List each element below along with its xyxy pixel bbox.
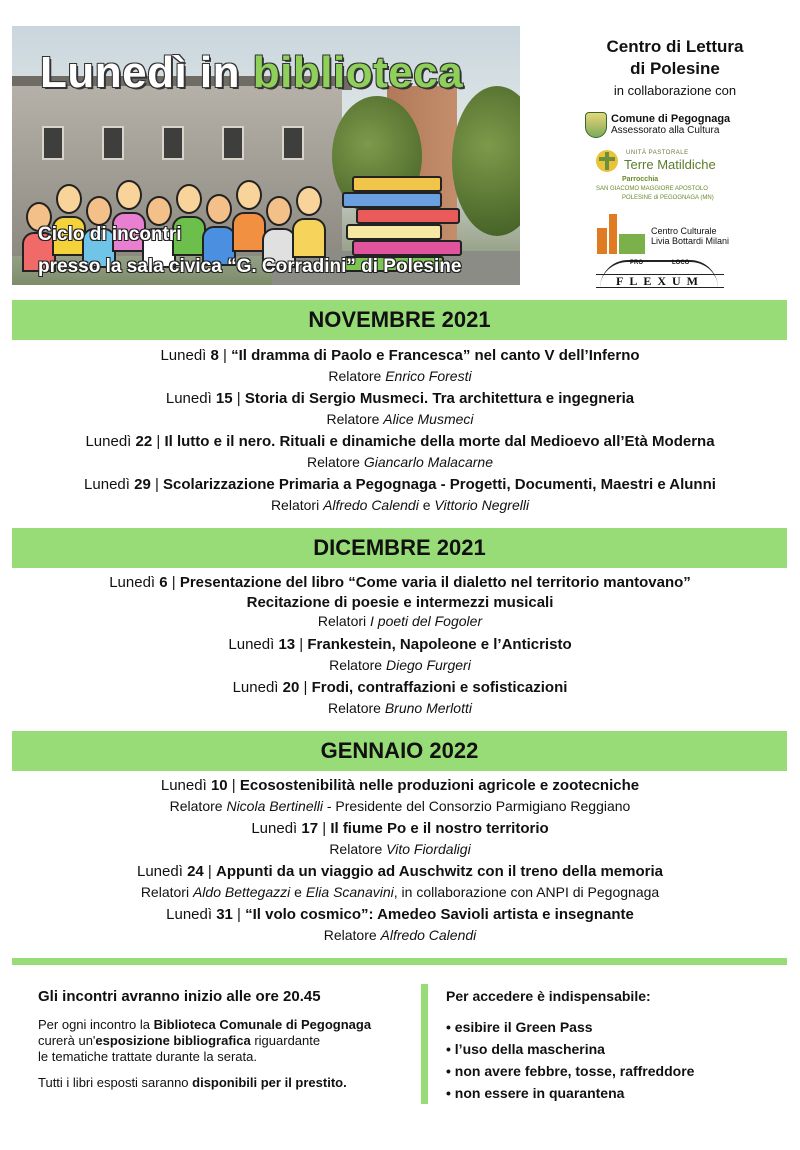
start-time: Gli incontri avranno inizio alle ore 20.45 (38, 988, 321, 1005)
window (102, 126, 124, 160)
event-title: Lunedì 8 | “Il dramma di Paolo e Francesca” nel canto V dell’Inferno (160, 347, 640, 364)
event-title: Lunedì 6 | Presentazione del libro “Come varia il dialetto nel territorio mantovano” (109, 574, 691, 591)
hero-image (12, 26, 520, 285)
event-speaker: Relatore Enrico Foresti (328, 368, 472, 384)
hero-title (40, 48, 463, 98)
proloco-pro: PRO (630, 260, 644, 266)
event-speaker: Relatori I poeti del Fogoler (317, 613, 483, 629)
event-title: Lunedì 20 | Frodi, contraffazioni e sofisticazioni (232, 679, 568, 696)
loan-text: Tutti i libri esposti saranno disponibili per il prestito. (38, 1075, 347, 1090)
partner-terre-matildiche (596, 146, 746, 206)
hero-title-part2: biblioteca (252, 48, 464, 97)
organizer-name-line1: Centro di Lettura (606, 37, 744, 56)
cc-line1: Centro Culturale (651, 226, 717, 236)
logo-bar (609, 214, 617, 254)
comune-dept: Assessorato alla Cultura (611, 125, 720, 136)
hero-subtitle-line2: presso la sala civica “G. Corradini” di Polesine (38, 256, 462, 277)
event-speaker: Relatore Alfredo Calendi (323, 927, 477, 943)
organizer-name-line2: di Polesine (630, 59, 720, 78)
event-title: Lunedì 15 | Storia di Sergio Musmeci. Tra architettura e ingegneria (165, 390, 635, 407)
hero-subtitle-line1: Ciclo di incontri (38, 224, 182, 245)
organizer-block (570, 36, 780, 98)
window (42, 126, 64, 160)
event-title: Lunedì 29 | Scolarizzazione Primaria a Pegognaga - Progetti, Documenti, Maestri e Alunni (84, 476, 716, 493)
event-speaker: Relatori Aldo Bettegazzi e Elia Scanavini, in collaborazione con ANPI di Pegognaga (140, 884, 660, 900)
partner-centro-culturale (597, 210, 747, 254)
event-speaker: Relatore Diego Furgeri (329, 657, 471, 673)
section-divider (12, 958, 787, 965)
window (222, 126, 244, 160)
list-item: • non avere febbre, tosse, raffreddore (446, 1060, 766, 1082)
month-header-gennaio: GENNAIO 2022 (12, 731, 787, 771)
partner-comune-pegognaga (585, 112, 730, 138)
collaboration-label: in collaborazione con (613, 83, 737, 98)
proloco-loco: LOCO (672, 260, 690, 266)
event-speaker: Relatore Bruno Merlotti (328, 700, 472, 716)
month-header-novembre: NOVEMBRE 2021 (12, 300, 787, 340)
tm-name: Terre Matildiche (624, 157, 716, 172)
access-requirements (446, 988, 766, 1104)
event-speaker: Relatori Alfredo Calendi e Vittorio Negrelli (270, 497, 530, 513)
comune-crest-icon (585, 112, 607, 138)
cross-icon (596, 150, 618, 172)
event-title: Lunedì 13 | Frankestein, Napoleone e l’Anticristo (228, 636, 572, 653)
list-item: • non essere in quarantena (446, 1082, 766, 1104)
event-title-line2: Recitazione di poesie e intermezzi musicali (246, 594, 554, 611)
vertical-divider (421, 984, 428, 1104)
partner-proloco-flexum (596, 258, 724, 288)
logo-bar (597, 228, 607, 254)
event-speaker: Relatore Nicola Bertinelli - Presidente del Consorzio Parmigiano Reggiano (169, 798, 631, 814)
comune-name: Comune di Pegognaga (611, 113, 731, 125)
window (162, 126, 184, 160)
cc-text (651, 226, 729, 246)
proloco-name: FLEXUM (596, 274, 724, 288)
tm-parrocchia: Parrocchia (622, 176, 659, 183)
requirements-list (446, 1016, 766, 1104)
access-heading: Per accedere è indispensabile: (446, 988, 651, 1004)
event-speaker: Relatore Giancarlo Malacarne (307, 454, 493, 470)
event-speaker: Relatore Vito Fiordaligi (329, 841, 471, 857)
info-block (38, 988, 408, 1091)
month-header-dicembre: DICEMBRE 2021 (12, 528, 787, 568)
event-title: Lunedì 22 | Il lutto e il nero. Rituali e dinamiche della morte dal Medioevo all’Età Moderna (85, 433, 715, 450)
tm-church: SAN GIACOMO MAGGIORE APOSTOLO (596, 186, 708, 192)
event-title: Lunedì 17 | Il fiume Po e il nostro territorio (251, 820, 549, 837)
cc-line2: Livia Bottardi Milani (651, 236, 730, 246)
event-speaker: Relatore Alice Musmeci (326, 411, 474, 427)
list-item: • esibire il Green Pass (446, 1016, 766, 1038)
exhibition-text: Per ogni incontro la Biblioteca Comunale di Pegognaga curerà un'esposizione bibliografica riguardante le tematiche trattate durante la serata. (38, 1017, 372, 1064)
hero-title-part1: Lunedì in (40, 48, 241, 97)
window (282, 126, 304, 160)
tm-place: POLESINE di PEGOGNAGA (MN) (622, 195, 714, 201)
logo-bar (619, 234, 645, 254)
tm-unit-label: UNITÀ PASTORALE (626, 150, 689, 156)
event-title: Lunedì 24 | Appunti da un viaggio ad Auschwitz con il treno della memoria (137, 863, 663, 880)
event-title: Lunedì 31 | “Il volo cosmico”: Amedeo Savioli artista e insegnante (166, 906, 634, 923)
list-item: • l’uso della mascherina (446, 1038, 766, 1060)
event-title: Lunedì 10 | Ecosostenibilità nelle produzioni agricole e zootecniche (160, 777, 640, 794)
